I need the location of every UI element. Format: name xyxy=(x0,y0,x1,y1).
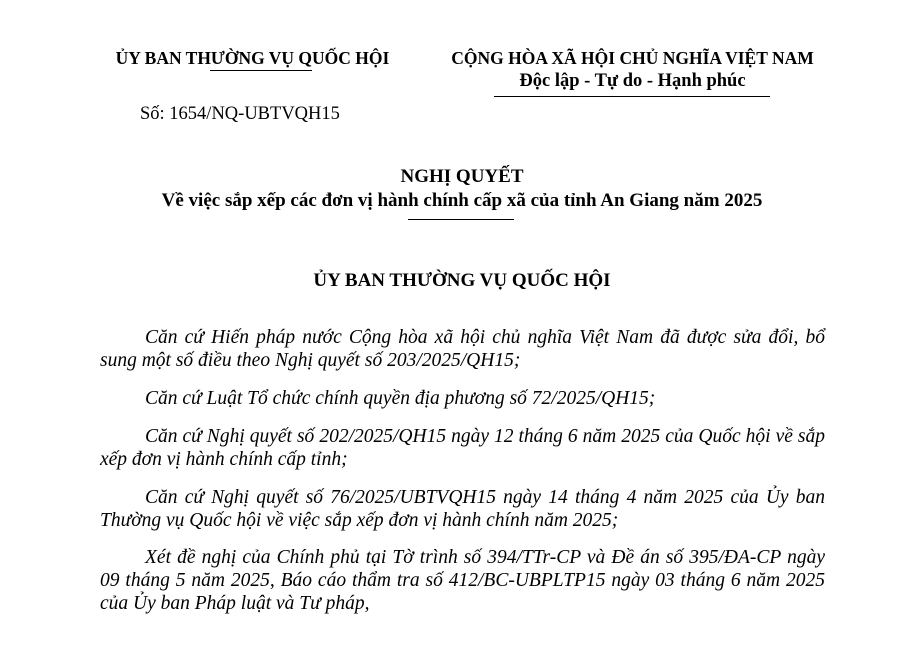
document-title: NGHỊ QUYẾT xyxy=(400,166,524,187)
preamble-paragraph: Căn cứ Nghị quyết số 202/2025/QH15 ngày 12 tháng 6 năm 2025 của Quốc hội về sắp xếp đơn vị hành chính cấp tỉnh; xyxy=(100,426,825,470)
preamble-paragraph: Xét đề nghị của Chính phủ tại Tờ trình số 394/TTr-CP và Đề án số 395/ĐA-CP ngày 09 tháng 5 năm 2025, Báo cáo thẩm tra số 412/BC-UBPLTP15 ngày 03 tháng 6 năm 2025 của Ủy ban Pháp luật và Tư pháp, xyxy=(100,547,825,614)
subtitle-underline xyxy=(408,219,514,220)
country-header: CỘNG HÒA XÃ HỘI CHỦ NGHĨA VIỆT NAM xyxy=(451,48,814,68)
document-subtitle: Về việc sắp xếp các đơn vị hành chính cấp xã của tỉnh An Giang năm 2025 xyxy=(161,190,763,211)
agency-underline xyxy=(210,70,312,71)
document-number: Số: 1654/NQ-UBTVQH15 xyxy=(140,104,340,124)
preamble-paragraph: Căn cứ Nghị quyết số 76/2025/UBTVQH15 ngày 14 tháng 4 năm 2025 của Ủy ban Thường vụ Quốc hội về việc sắp xếp đơn vị hành chính năm 2025; xyxy=(100,487,825,531)
motto-underline xyxy=(494,96,770,97)
preamble-paragraph: Căn cứ Hiến pháp nước Cộng hòa xã hội chủ nghĩa Việt Nam đã được sửa đổi, bổ sung một số điều theo Nghị quyết số 203/2025/QH15; xyxy=(100,327,825,371)
national-motto: Độc lập - Tự do - Hạnh phúc xyxy=(519,71,746,91)
preamble-paragraph: Căn cứ Luật Tổ chức chính quyền địa phương số 72/2025/QH15; xyxy=(145,388,656,409)
issuing-body: ỦY BAN THƯỜNG VỤ QUỐC HỘI xyxy=(313,270,611,291)
agency-header: ỦY BAN THƯỜNG VỤ QUỐC HỘI xyxy=(115,48,390,68)
